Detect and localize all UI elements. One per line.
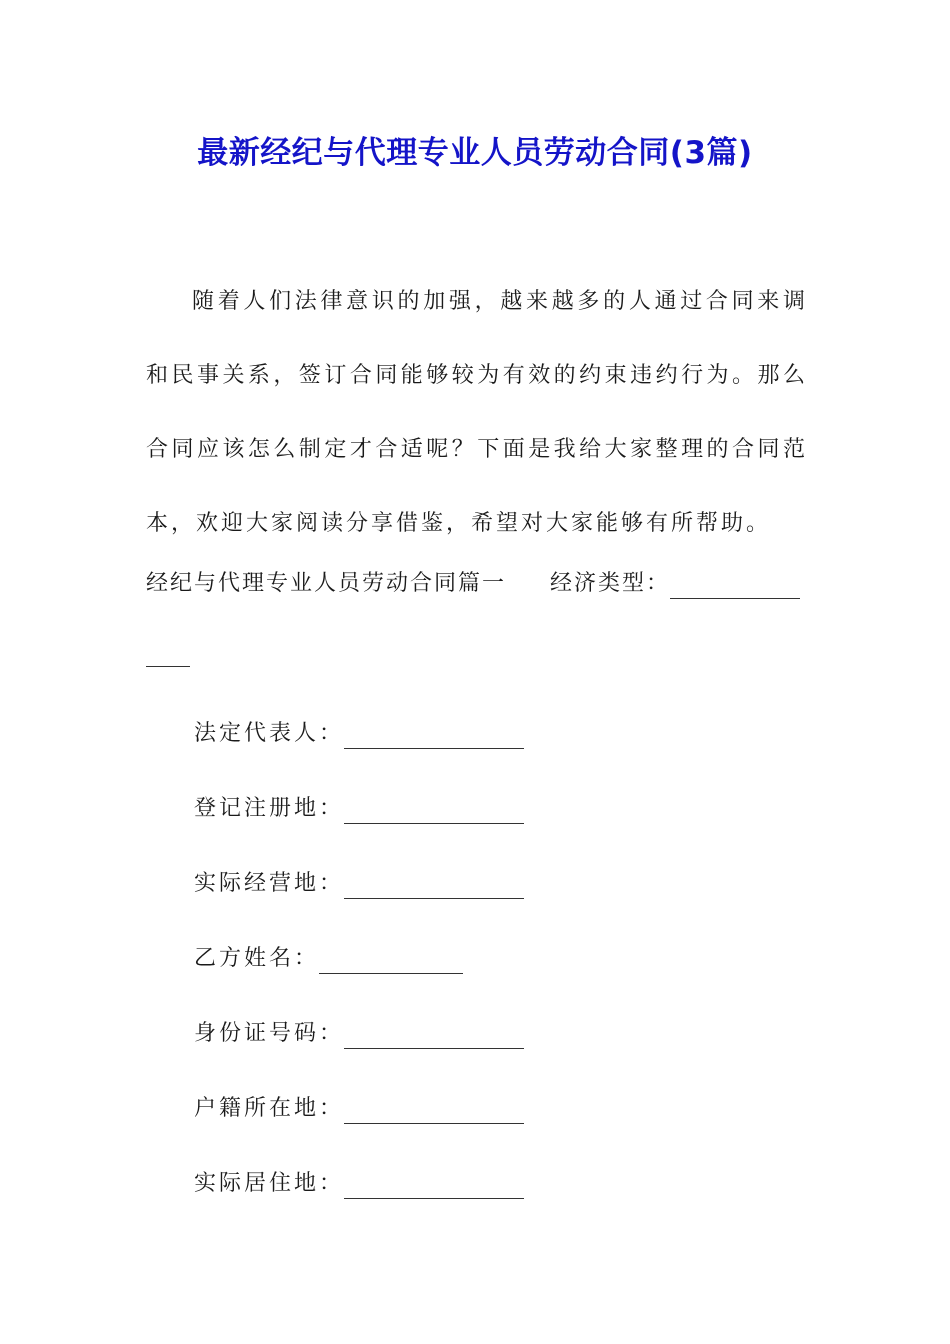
economic-type-label: 经济类型：	[550, 571, 671, 596]
economic-type-blank-continued	[146, 640, 190, 667]
field-registered-address	[194, 790, 524, 828]
field-label: 身份证号码：	[194, 1021, 345, 1046]
field-label: 登记注册地：	[194, 796, 345, 821]
field-label: 实际居住地：	[194, 1171, 345, 1196]
field-id-number	[194, 1015, 524, 1053]
field-label: 实际经营地：	[194, 871, 345, 896]
field-blank	[344, 1172, 524, 1199]
field-business-address	[194, 865, 524, 903]
intro-paragraph: 随着人们法律意识的加强，越来越多的人通过合同来调和民事关系，签订合同能够较为有效的约束违约行为。那么合同应该怎么制定才合适呢？下面是我给大家整理的合同范本，欢迎大家阅读分享借鉴，希望对大家能够有所帮助。	[146, 289, 808, 536]
field-legal-representative	[194, 715, 524, 753]
section-heading-line	[146, 565, 808, 603]
field-party-b-name	[194, 940, 463, 978]
economic-type-blank	[670, 572, 800, 599]
field-household-registration	[194, 1090, 524, 1128]
field-label: 户籍所在地：	[194, 1096, 345, 1121]
section-heading: 经纪与代理专业人员劳动合同篇一	[146, 571, 507, 596]
field-label: 法定代表人：	[194, 721, 345, 746]
field-blank	[319, 947, 463, 974]
field-blank	[344, 797, 524, 824]
field-actual-residence	[194, 1165, 524, 1203]
field-blank	[344, 1097, 524, 1124]
field-blank	[344, 722, 524, 749]
field-label: 乙方姓名：	[194, 946, 320, 971]
field-blank	[344, 872, 524, 899]
document-title: 最新经纪与代理专业人员劳动合同(3篇)	[197, 135, 753, 171]
field-blank	[344, 1022, 524, 1049]
